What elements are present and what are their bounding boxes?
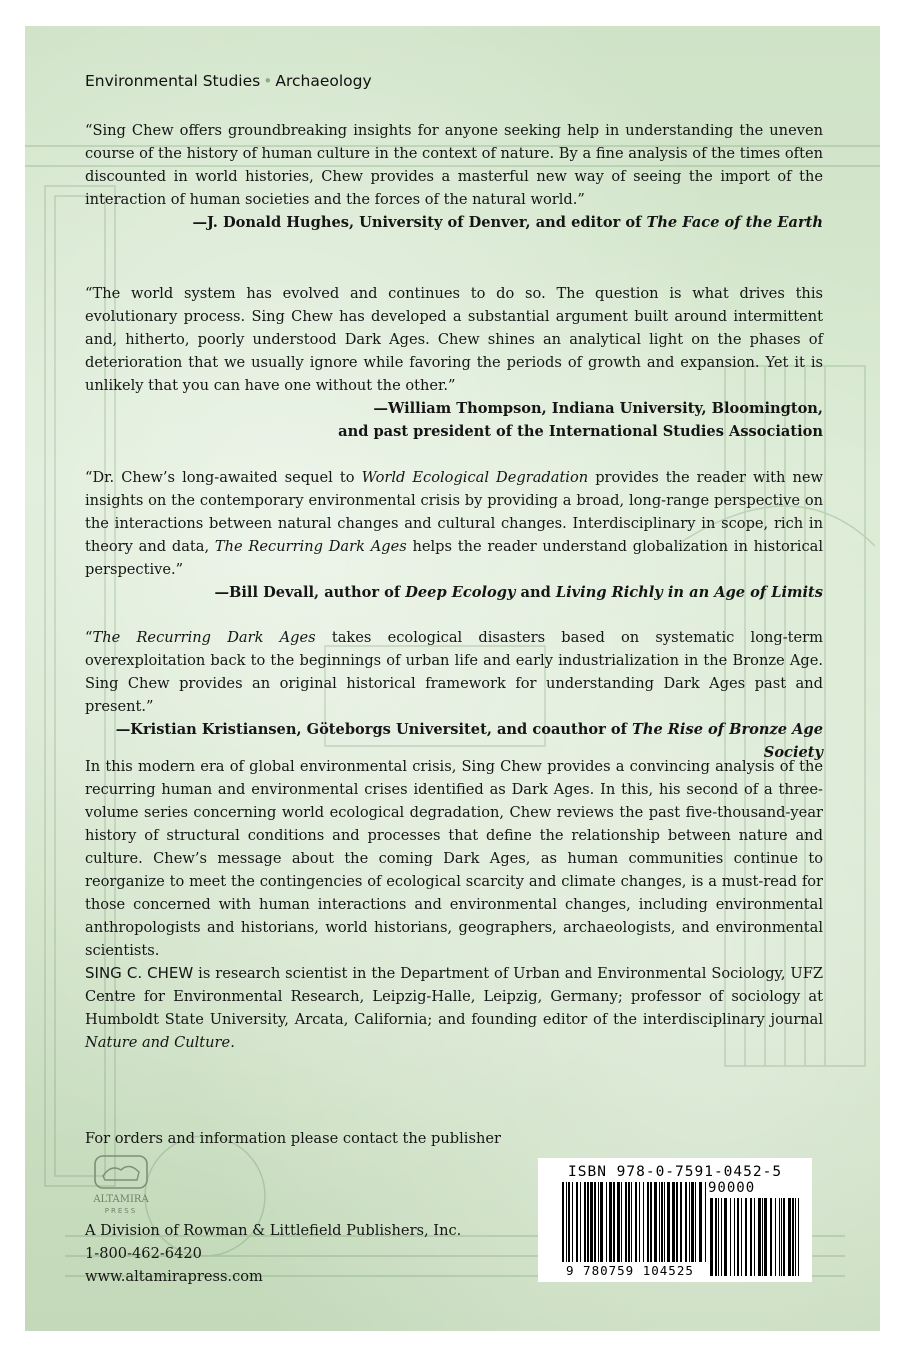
price-code: 90000 — [708, 1180, 756, 1196]
svg-text:PRESS: PRESS — [104, 1207, 138, 1215]
isbn-number: ISBN 978-0-7591-0452-5 — [568, 1164, 783, 1180]
barcode-bar — [770, 1198, 772, 1276]
publisher-phone: 1-800-462-6420 — [85, 1245, 202, 1262]
barcode-bar — [788, 1198, 791, 1276]
review-kristiansen — [85, 626, 823, 764]
barcode-bar — [680, 1182, 682, 1262]
publisher-division: A Division of Rowman & Littlefield Publishers, Inc. — [85, 1222, 462, 1239]
barcode-bar — [699, 1182, 702, 1262]
barcode-bar — [672, 1182, 675, 1262]
barcode-bar — [566, 1182, 567, 1262]
back-cover — [25, 26, 880, 1331]
barcode-bar — [775, 1198, 776, 1276]
barcode-bar — [631, 1182, 632, 1262]
barcode-bar — [635, 1182, 637, 1262]
barcode-bar — [750, 1198, 752, 1276]
barcode-bar — [587, 1182, 589, 1262]
barcode-bar — [667, 1182, 670, 1262]
review-attribution: —Kristian Kristiansen, Göteborgs Universitet, and coauthor of The Rise of Bronze Age Society — [115, 721, 823, 761]
barcode-bar — [609, 1182, 612, 1262]
barcode-bar — [598, 1182, 599, 1262]
barcode-bar — [664, 1182, 665, 1262]
barcode-bar — [754, 1198, 755, 1276]
barcode-bar — [576, 1182, 578, 1262]
barcode-bar — [625, 1182, 627, 1262]
barcode-bar — [659, 1182, 660, 1262]
barcode-bar — [734, 1198, 735, 1276]
review-attribution: —Bill Devall, author of Deep Ecology and Living Richly in an Age of Limits — [214, 584, 823, 601]
barcode-bar — [715, 1198, 717, 1276]
review-thompson — [85, 282, 823, 443]
barcode-bar — [647, 1182, 649, 1262]
barcode-bar — [676, 1182, 678, 1262]
contact-line: For orders and information please contact the publisher — [85, 1130, 501, 1147]
barcode-bar — [617, 1182, 620, 1262]
barcode-bar — [710, 1198, 713, 1276]
category-label: Environmental Studies • Archaeology — [85, 72, 372, 90]
barcode-bar — [691, 1182, 694, 1262]
barcode-bar — [795, 1198, 796, 1276]
publisher-website: www.altamirapress.com — [85, 1268, 263, 1285]
review-quote: “The world system has evolved and continues to do so. The question is what drives this evolutionary process. Sing Chew has developed a substantial argument built around intermittent and, hitherto, poorly understood Dark Ages. Chew shines an analytical light on the phases of deterioration that we usually ignore while favoring the periods of growth and expansion. Yet it is unlikely that you can have one without the other.” — [85, 285, 823, 394]
review-quote: “The Recurring Dark Ages takes ecological disasters based on systematic long-term overexploitation back to the beginnings of urban life and early industrialization in the Bronze Age. Sing Chew provides an original historical framework for understanding Dark Ages past and present.” — [85, 629, 823, 715]
review-attribution: —William Thompson, Indiana University, Bloomington, and past president of the International Studies Association — [338, 400, 823, 440]
barcode-bar — [745, 1198, 747, 1276]
publisher-info — [85, 1219, 461, 1288]
barcode-bar — [594, 1182, 596, 1262]
barcode-bar — [600, 1182, 603, 1262]
barcode-bar — [718, 1198, 719, 1276]
author-bio: SING C. CHEW is research scientist in the Department of Urban and Environmental Sociology, UFZ Centre for Environmental Research, Leipzig-Halle, Leipzig, Germany; professor of sociology at Humboldt State University, Arcata, California; and founding editor of the interdisciplinary journal Nature and Culture. — [85, 964, 823, 1051]
isbn-barcode — [538, 1158, 812, 1282]
barcode-bar — [721, 1198, 722, 1276]
barcode-bar — [613, 1182, 615, 1262]
review-devall — [85, 466, 823, 604]
review-quote: “Sing Chew offers groundbreaking insights for anyone seeking help in understanding the uneven course of the history of human culture in the context of nature. By a fine analysis of the times often discounted in world histories, Chew provides a masterful new way of seeing the import of the interaction of human societies and the forces of the natural world.” — [85, 122, 823, 208]
barcode-bar — [685, 1182, 687, 1262]
barcode-bar — [758, 1198, 761, 1276]
barcode-bar — [572, 1182, 573, 1262]
barcode-bar — [792, 1198, 794, 1276]
barcode-bar — [689, 1182, 690, 1262]
altamira-logo — [87, 1154, 167, 1216]
barcode-bar — [621, 1182, 622, 1262]
barcode-bar — [781, 1198, 782, 1276]
barcode-bar — [741, 1198, 742, 1276]
barcode-bar — [695, 1182, 696, 1262]
barcode-bar — [762, 1198, 763, 1276]
barcode-bar — [639, 1182, 640, 1262]
barcode-bar — [764, 1198, 767, 1276]
barcode-bar — [568, 1182, 570, 1262]
ean-number: 9 780759 104525 — [566, 1263, 694, 1278]
barcode-bar — [661, 1182, 663, 1262]
review-hughes — [85, 119, 823, 234]
barcode-bar — [606, 1182, 607, 1262]
book-description: In this modern era of global environmental crisis, Sing Chew provides a convincing analysis of the recurring human and environmental crises identified as Dark Ages. In this, his second of a three-volume series concerning world ecological degradation, Chew reviews the past five-thousand-year history of structural conditions and processes that define the relationship between nature and culture. Chew’s message about the coming Dark Ages, as human communities continue to reorganize to meet the contingencies of ecological scarcity and climate changes, is a must-read for those concerned with human interactions and environmental changes, including environmental anthropologists and historians, world historians, geographers, archaeologists, and environmental scientists. — [85, 758, 823, 959]
barcode-bar — [584, 1182, 586, 1262]
barcode-bar — [580, 1182, 581, 1262]
barcode-bar — [783, 1198, 785, 1276]
barcode-bar — [779, 1198, 780, 1276]
barcode-bar — [737, 1198, 739, 1276]
review-quote: “Dr. Chew’s long-awaited sequel to World Ecological Degradation provides the reader with new insights on the contemporary environmental crisis by providing a broad, long-range perspective on the interactions between natural changes and cultural changes. Interdisciplinary in scope, rich in theory and data, The Recurring Dark Ages helps the reader understand globalization in historical perspective.” — [85, 469, 823, 578]
barcode-bar — [650, 1182, 652, 1262]
barcode-bar — [798, 1198, 799, 1276]
barcode-bar — [724, 1198, 727, 1276]
barcode-bar — [643, 1182, 644, 1262]
separator-dot: • — [263, 72, 273, 90]
review-attribution: —J. Donald Hughes, University of Denver, and editor of The Face of the Earth — [192, 214, 823, 231]
svg-text:ALTAMIRA: ALTAMIRA — [93, 1194, 149, 1205]
author-name: SING C. CHEW — [85, 964, 194, 982]
barcode-bar — [654, 1182, 657, 1262]
barcode-bar — [562, 1182, 564, 1262]
barcode-bar — [730, 1198, 731, 1276]
barcode-bar — [705, 1182, 706, 1262]
barcode-bar — [590, 1182, 593, 1262]
barcode-bar — [628, 1182, 630, 1262]
